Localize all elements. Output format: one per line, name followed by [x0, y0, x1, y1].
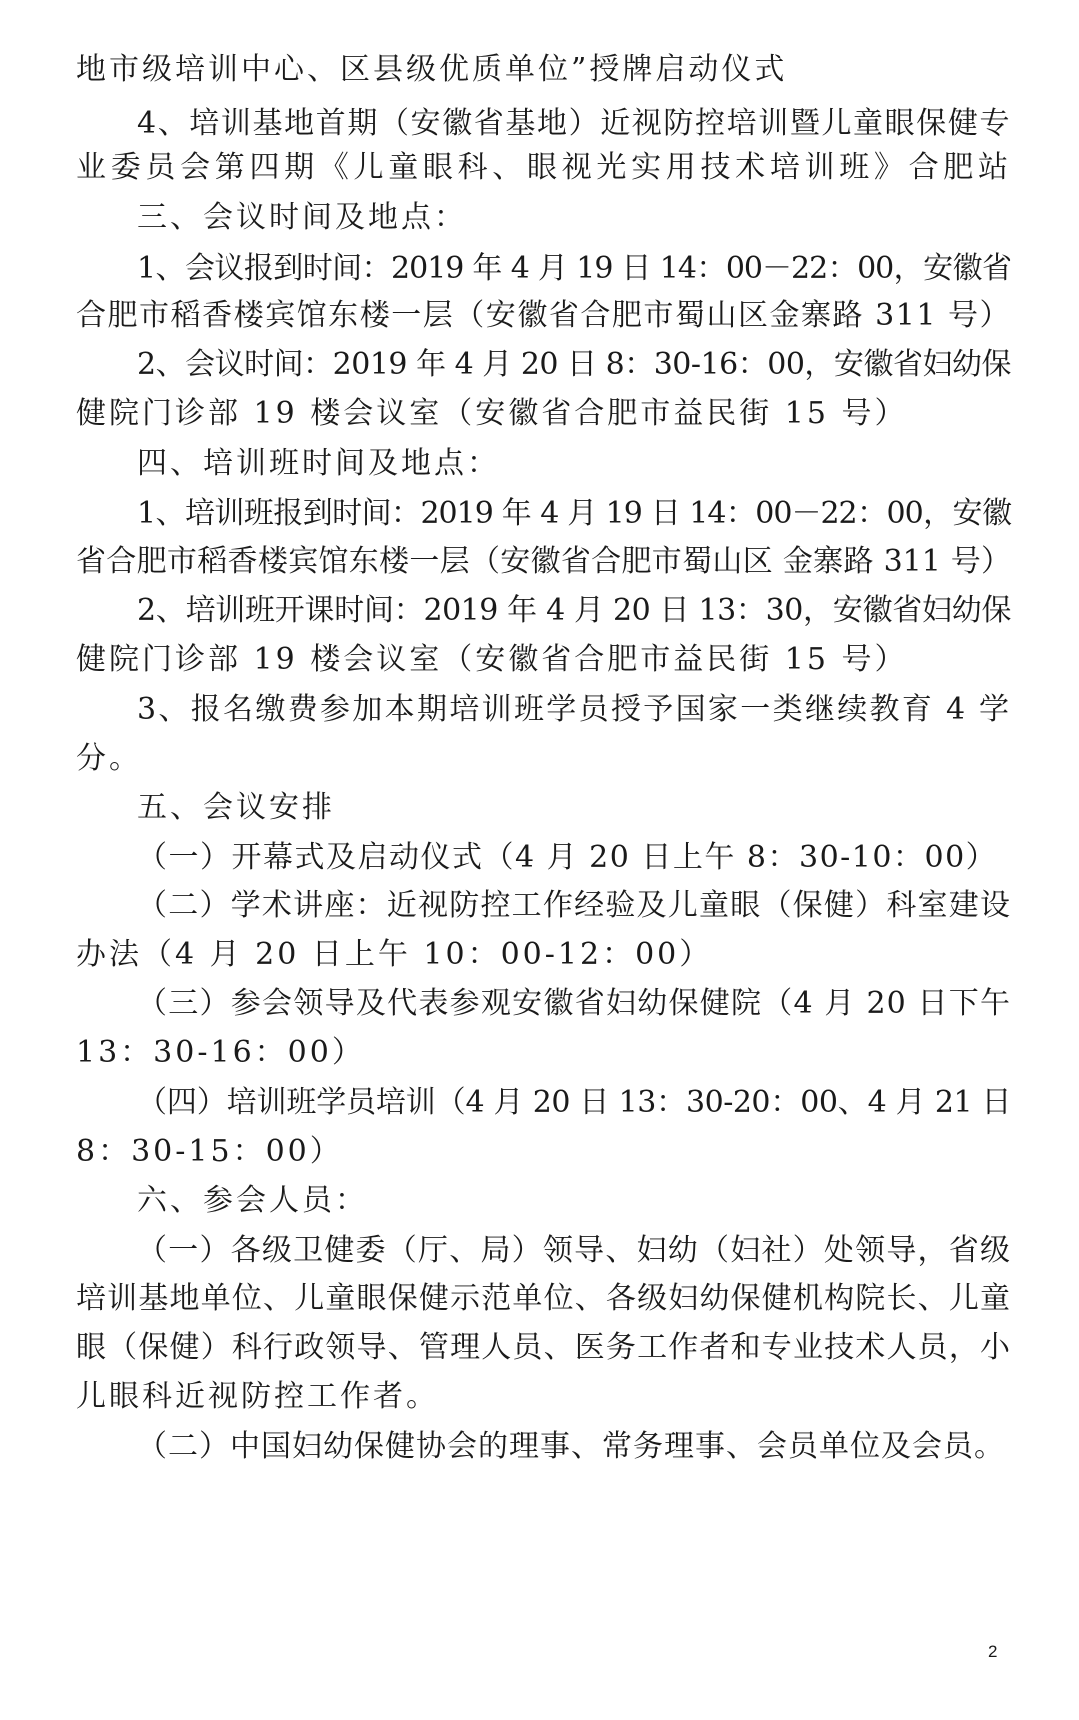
text-line: 儿眼科近视防控工作者。 [76, 1379, 439, 1414]
text-line: （一）各级卫健委（厅、局）领导、妇幼（妇社）处领导，省级 [137, 1233, 1011, 1268]
text-line: 健院门诊部 19 楼会议室（安徽省合肥市益民街 15 号） [76, 396, 908, 431]
text-line: （二）学术讲座：近视防控工作经验及儿童眼（保健）科室建设 [137, 888, 1011, 923]
text-line: 健院门诊部 19 楼会议室（安徽省合肥市益民街 15 号） [76, 642, 908, 677]
text-line: 地市级培训中心、区县级优质单位”授牌启动仪式 [76, 52, 788, 87]
page-number: 2 [988, 1642, 998, 1661]
section-heading: 五、会议安排 [137, 790, 335, 825]
text-line: 培训基地单位、儿童眼保健示范单位、各级妇幼保健机构院长、儿童 [76, 1281, 1011, 1316]
text-line: 8：30-15：00） [76, 1134, 343, 1169]
text-line: 13：30-16：00） [76, 1035, 365, 1070]
text-line: 分。 [76, 741, 142, 776]
text-line: 2、会议时间：2019 年 4 月 20 日 8：30-16：00，安徽省妇幼保 [137, 347, 1011, 382]
section-heading: 三、会议时间及地点： [137, 200, 467, 235]
section-heading: 六、参会人员： [137, 1183, 368, 1218]
text-line: 3、报名缴费参加本期培训班学员授予国家一类继续教育 4 学 [137, 692, 1011, 727]
text-line: 1、培训班报到时间：2019 年 4 月 19 日 14：00－22：00，安徽 [137, 496, 1011, 531]
section-heading: 四、培训班时间及地点： [137, 446, 500, 481]
text-line: （二）中国妇幼保健协会的理事、常务理事、会员单位及会员。 [137, 1429, 1005, 1464]
text-line: 眼（保健）科行政领导、管理人员、医务工作者和专业技术人员，小 [76, 1330, 1011, 1365]
text-line: 省合肥市稻香楼宾馆东楼一层（安徽省合肥市蜀山区 金寨路 311 号） [76, 544, 1011, 579]
text-line: 4、培训基地首期（安徽省基地）近视防控培训暨儿童眼保健专 [137, 106, 1011, 141]
text-line: 办法（4 月 20 日上午 10：00-12：00） [76, 937, 713, 972]
text-line: 1、会议报到时间：2019 年 4 月 19 日 14：00－22：00，安徽省 [137, 251, 1011, 286]
text-line: （一）开幕式及启动仪式（4 月 20 日上午 8：30-10：00） [137, 840, 998, 875]
text-line: （三）参会领导及代表参观安徽省妇幼保健院（4 月 20 日下午 [137, 986, 1011, 1021]
text-line: 2、培训班开课时间：2019 年 4 月 20 日 13：30，安徽省妇幼保 [137, 593, 1011, 628]
text-line: （四）培训班学员培训（4 月 20 日 13：30-20：00、4 月 21 日 [137, 1085, 1011, 1120]
text-line: 合肥市稻香楼宾馆东楼一层（安徽省合肥市蜀山区金寨路 311 号） [76, 298, 1011, 333]
text-line: 业委员会第四期《儿童眼科、眼视光实用技术培训班》合肥站 [76, 150, 1011, 185]
